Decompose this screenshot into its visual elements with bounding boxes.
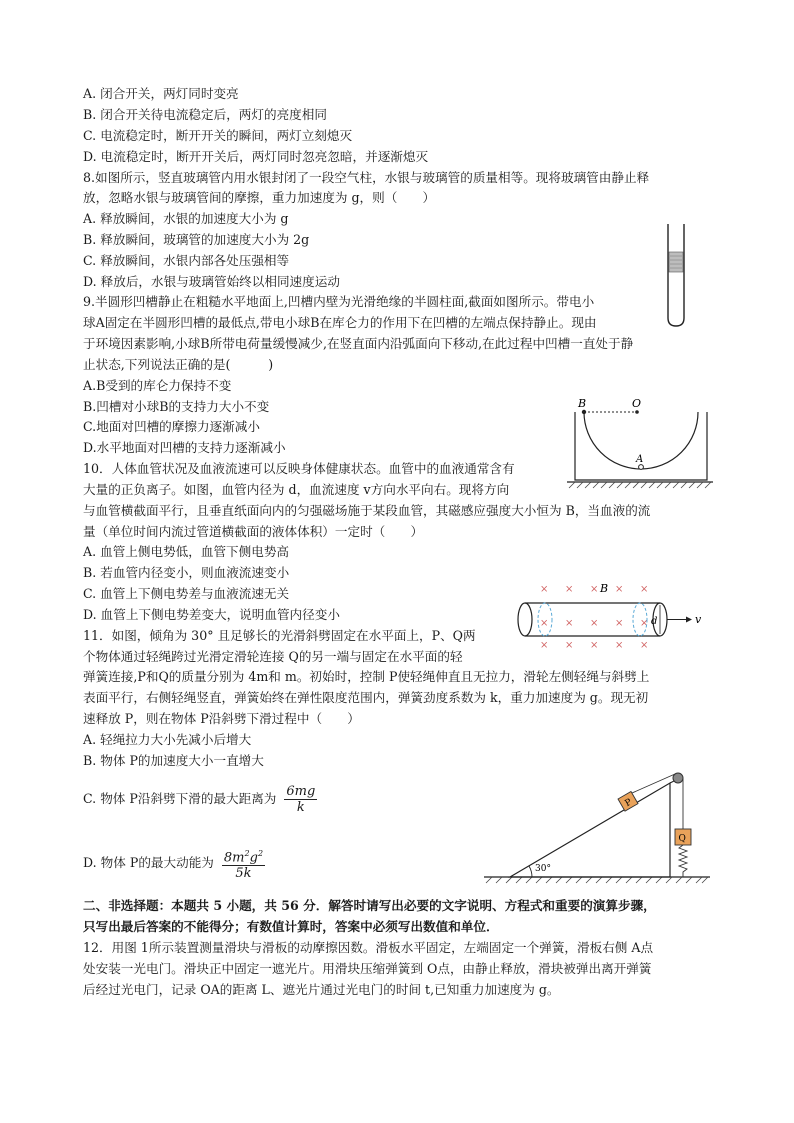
q10-option-d: D. 血管上下侧电势差变大，说明血管内径变小 [83, 607, 340, 622]
q11-option-d-denominator: 5k [235, 866, 252, 882]
svg-text:×: × [615, 640, 624, 650]
q7-option-d: D. 电流稳定时，断开开关后，两灯同时忽亮忽暗，并逐渐熄灭 [83, 149, 429, 164]
svg-text:×: × [590, 618, 599, 629]
q8-stem: 8.如图所示，竖直玻璃管内用水银封闭了一段空气柱，水银与玻璃管的质量相等。现将玻璃管由静止释 [83, 170, 650, 185]
svg-text:×: × [640, 618, 649, 629]
svg-text:×: × [590, 584, 599, 595]
q10-option-c: C. 血管上下侧电势差与血液流速无关 [83, 586, 290, 601]
q9-stem: 球A固定在半圆形凹槽的最低点,带电小球B在库仑力的作用下在凹槽的左端点保持静止。现由 [83, 315, 597, 330]
q9-stem: 9.半圆形凹槽静止在粗糙水平地面上,凹槽内壁为光滑绝缘的半圆柱面,截面如图所示。带电小 [83, 294, 595, 309]
q12-stem: 处安装一光电门。滑块正中固定一遮光片。用滑块压缩弹簧到 O点，由静止释放，滑块被弹出离开弹簧 [83, 961, 652, 976]
q11-stem: 11．如图，倾角为 30° 且足够长的光滑斜劈固定在水平面上，P、Q两 [83, 628, 476, 643]
svg-text:×: × [565, 584, 574, 595]
q8-option-b: B. 释放瞬间，玻璃管的加速度大小为 2g [83, 232, 310, 247]
q10-stem: 量（单位时间内流过管道横截面的液体体积）一定时（ ） [83, 524, 424, 539]
q10-option-b: B. 若血管内径变小，则血液流速变小 [83, 565, 290, 580]
section2-heading: 二、非选择题：本题共 5 小题，共 56 分．解答时请写出必要的文字说明、方程式和重要的演算步骤， [83, 898, 656, 913]
q8-option-c: C. 释放瞬间，水银内部各处压强相等 [83, 253, 290, 268]
q11-option-c-text: C. 物体 P沿斜劈下滑的最大距离为 [83, 791, 277, 806]
q7-option-b: B. 闭合开关待电流稳定后，两灯的亮度相同 [83, 107, 327, 122]
q7-option-a: A. 闭合开关，两灯同时变亮 [83, 86, 239, 101]
q11-angle-label: 30° [535, 864, 551, 874]
q9-label-b: B [578, 397, 587, 410]
q11-stem: 表面平行，右侧轻绳竖直，弹簧始终在弹性限度范围内，弹簧劲度系数为 k，重力加速度为 g。现无初 [83, 690, 649, 705]
svg-text:×: × [540, 618, 549, 629]
q12-stem: 12．用图 1所示装置测量滑块与滑板的动摩擦因数。滑板水平固定，左端固定一个弹簧，滑板右侧 A点 [83, 940, 654, 955]
q11-option-d [83, 846, 265, 881]
q10-stem: 10．人体血管状况及血液流速可以反映身体健康状态。血管中的血液通常含有 [83, 461, 515, 476]
svg-text:×: × [615, 584, 624, 595]
svg-text:×: × [615, 618, 624, 629]
svg-text:×: × [565, 618, 574, 629]
q11-stem: 弹簧连接,P和Q的质量分别为 4m和 m。初始时，控制 P使轻绳伸直且无拉力，滑轮左侧轻绳与斜劈上 [83, 669, 650, 684]
svg-text:×: × [590, 640, 599, 650]
q9-option-d: D.水平地面对凹槽的支持力逐渐减小 [83, 440, 286, 455]
q9-option-c: C.地面对凹槽的摩擦力逐渐减小 [83, 419, 260, 434]
q9-label-o: O [632, 397, 642, 410]
q8-option-a: A. 释放瞬间，水银的加速度大小为 g [83, 211, 289, 226]
q10-stem: 大量的正负离子。如图，血管内径为 d，血流速度 v方向水平向右。现将方向 [83, 482, 510, 497]
section2-heading: 只写出最后答案的不能得分；有数值计算时，答案中必须写出数值和单位． [83, 919, 499, 934]
q9-option-a: A.B受到的库仑力保持不变 [83, 378, 232, 393]
q11-option-a: A. 轻绳拉力大小先减小后增大 [83, 732, 252, 747]
svg-text:×: × [540, 640, 549, 650]
q11-option-b: B. 物体 P的加速度大小一直增大 [83, 753, 264, 768]
q8-option-d: D. 释放后，水银与玻璃管始终以相同速度运动 [83, 274, 340, 289]
svg-text:×: × [640, 640, 649, 650]
q11-option-d-text: D. 物体 P的最大动能为 [83, 855, 214, 871]
q8-stem: 放，忽略水银与玻璃管间的摩擦，重力加速度为 g，则（ ） [83, 190, 436, 205]
q11-stem: 个物体通过轻绳跨过光滑定滑轮连接 Q的另一端与固定在水平面的轻 [83, 649, 463, 664]
q9-label-a: A [636, 454, 644, 465]
q11-option-c [83, 784, 317, 815]
q11-option-c-fraction [284, 784, 317, 815]
q11-option-d-numerator: $8m^2g^2$ [222, 846, 265, 866]
q11-option-c-denominator: k [296, 800, 305, 815]
q9-stem: 止状态,下列说法正确的是( ) [83, 357, 274, 372]
q9-option-b: B.凹槽对小球B的支持力大小不变 [83, 399, 270, 414]
q12-stem: 后经过光电门，记录 OA的距离 L、遮光片通过光电门的时间 t,已知重力加速度为 g。 [83, 982, 560, 997]
q10-label-v: v [695, 613, 702, 626]
svg-text:×: × [640, 584, 649, 595]
q10-label-d: d [651, 616, 658, 627]
q10-stem: 与血管横截面平行，且垂直纸面向内的匀强磁场施于某段血管，其磁感应强度大小恒为 B，当血液的流 [83, 503, 651, 518]
svg-text:×: × [540, 584, 549, 595]
svg-text:×: × [565, 640, 574, 650]
q8-glass-tube-figure [664, 222, 688, 330]
q11-option-d-fraction [222, 846, 265, 881]
q9-groove-figure [565, 394, 715, 494]
q9-stem: 于环境因素影响,小球B所带电荷量缓慢减少,在竖直面内沿弧面向下移动,在此过程中凹槽一直处于静 [83, 336, 634, 351]
q10-label-b: B [600, 582, 609, 595]
q7-option-c: C. 电流稳定时，断开开关的瞬间，两灯立刻熄灭 [83, 128, 353, 143]
q11-label-p: P [623, 797, 634, 810]
q11-label-q: Q [678, 834, 686, 844]
q10-option-a: A. 血管上侧电势低，血管下侧电势高 [83, 544, 290, 559]
q11-option-c-numerator: 6mg [286, 784, 316, 799]
q10-vessel-figure [510, 578, 710, 650]
q11-incline-figure [480, 765, 715, 885]
q11-stem: 速释放 P，则在物体 P沿斜劈下滑过程中（ ） [83, 711, 360, 726]
